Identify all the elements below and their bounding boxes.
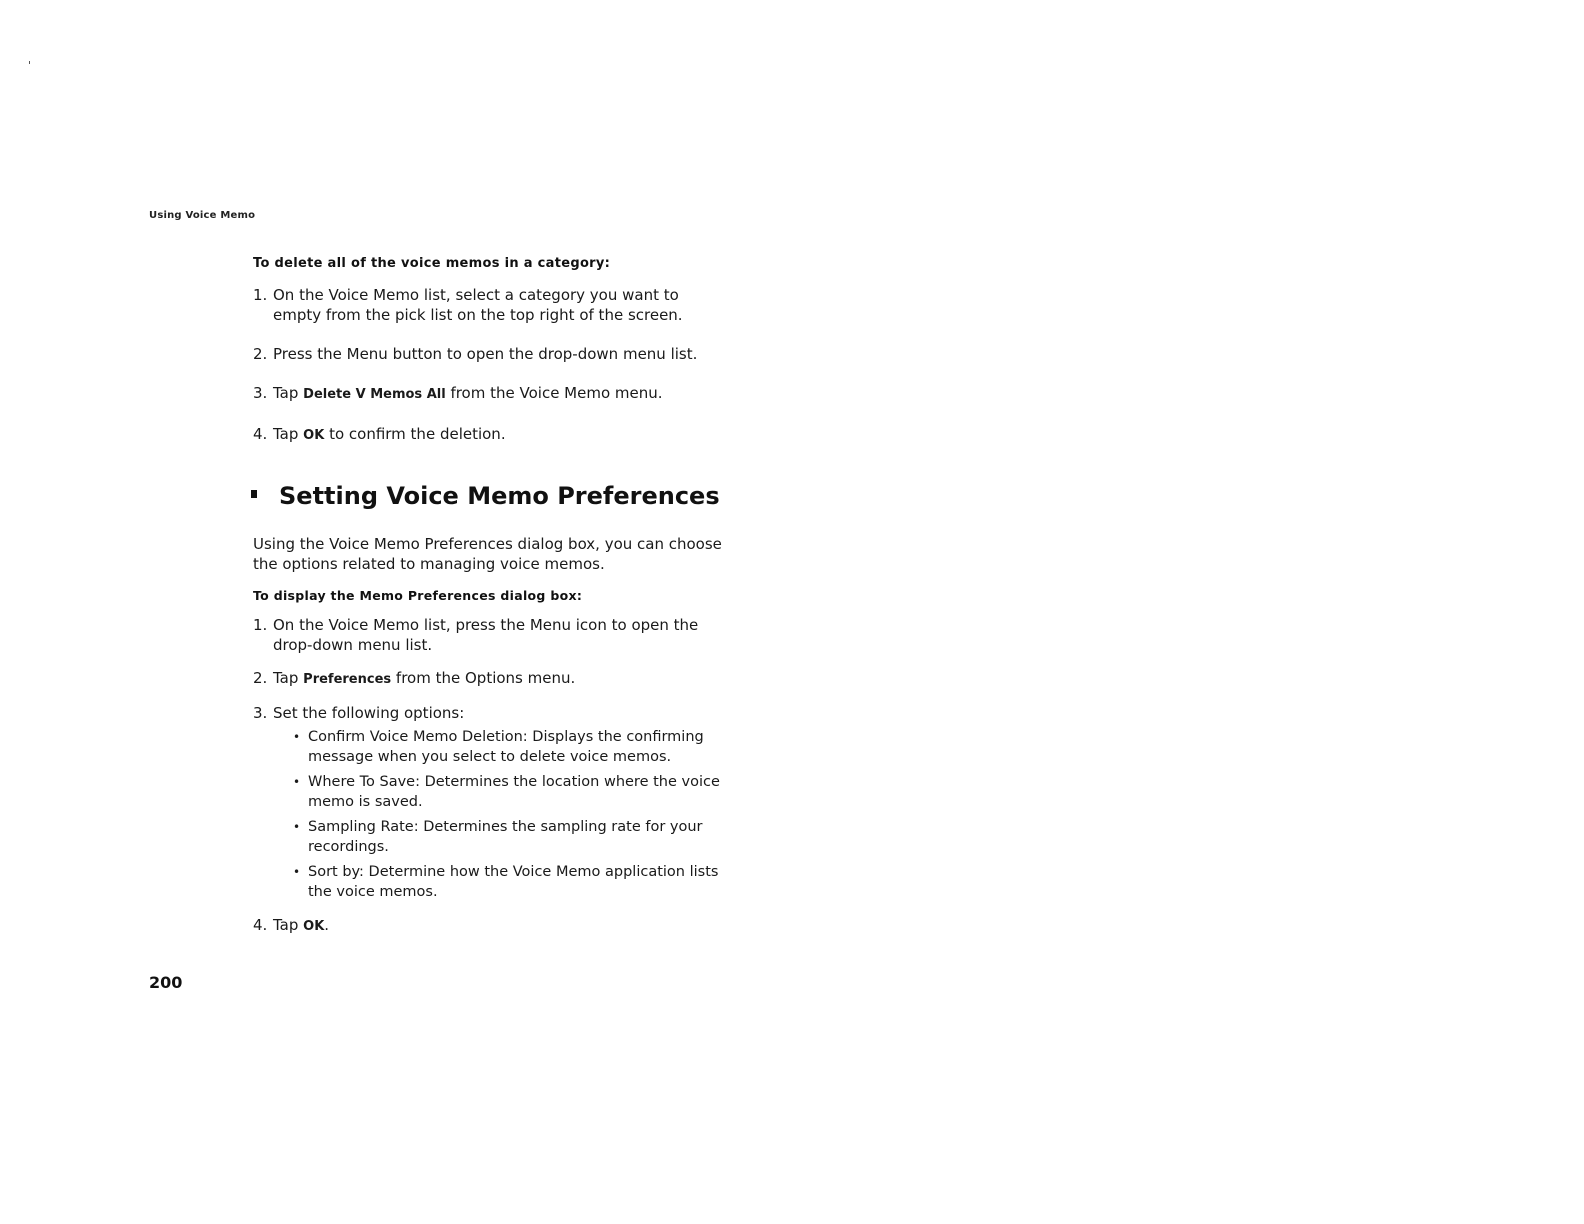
bullet-dot-icon: •	[293, 820, 301, 834]
step-number: 2.	[253, 345, 268, 363]
option-text: Where To Save: Determines the location where the voice memo is saved.	[308, 774, 720, 810]
list-item	[253, 615, 723, 655]
step-text: Press the Menu button to open the drop-down menu list.	[273, 345, 698, 363]
delete-steps-list	[253, 285, 723, 446]
preferences-steps-list	[253, 615, 723, 937]
step-text-pre: Tap	[273, 669, 304, 687]
option-item	[273, 772, 723, 812]
step-text-pre: Tap	[273, 384, 304, 402]
step-number: 4.	[253, 425, 268, 443]
bullet-dot-icon: •	[293, 730, 301, 744]
list-item	[253, 285, 723, 325]
step-number: 3.	[253, 384, 268, 402]
step-text: On the Voice Memo list, select a category you want to empty from the pick list on the top right of the screen.	[273, 286, 683, 324]
option-text: Confirm Voice Memo Deletion: Displays the confirming message when you select to delete voice memos.	[308, 729, 704, 765]
step-number: 3.	[253, 704, 268, 722]
step-text-post: from the Options menu.	[391, 669, 576, 687]
page-number: 200	[149, 973, 183, 992]
bullet-dot-icon: •	[293, 865, 301, 879]
list-item	[253, 915, 723, 937]
option-text: Sampling Rate: Determines the sampling rate for your recordings.	[308, 819, 703, 855]
step-number: 4.	[253, 916, 268, 934]
step-text: On the Voice Memo list, press the Menu icon to open the drop-down menu list.	[273, 616, 699, 654]
ok-command: OK	[303, 919, 325, 934]
menu-command-preferences: Preferences	[303, 672, 392, 687]
procedure-title-preferences: To display the Memo Preferences dialog box:	[253, 588, 583, 603]
list-item	[253, 668, 723, 690]
option-item	[273, 817, 723, 857]
options-list	[273, 727, 723, 902]
step-text-post: to confirm the deletion.	[324, 425, 506, 443]
list-item	[253, 344, 723, 364]
step-text-pre: Tap	[273, 916, 304, 934]
bullet-dot-icon: •	[293, 775, 301, 789]
step-text-post: from the Voice Memo menu.	[445, 384, 663, 402]
page-content	[253, 256, 723, 950]
step-text-post: .	[324, 916, 330, 934]
step-number: 1.	[253, 286, 268, 304]
list-item	[253, 424, 723, 446]
list-item	[253, 703, 723, 902]
intro-paragraph: Using the Voice Memo Preferences dialog box, you can choose the options related to managing voice memos.	[253, 535, 722, 573]
section-heading	[251, 482, 723, 510]
procedure-title-delete-all: To delete all of the voice memos in a category:	[253, 256, 611, 271]
step-text: Set the following options:	[273, 704, 465, 722]
list-item	[253, 383, 723, 405]
square-bullet-icon	[251, 490, 257, 498]
scan-speck	[29, 61, 30, 64]
ok-command: OK	[303, 428, 325, 443]
option-item	[273, 862, 723, 902]
menu-command-delete-all: Delete V Memos All	[303, 387, 446, 402]
step-number: 1.	[253, 616, 268, 634]
step-number: 2.	[253, 669, 268, 687]
option-item	[273, 727, 723, 767]
section-heading-text: Setting Voice Memo Preferences	[279, 482, 720, 510]
option-text: Sort by: Determine how the Voice Memo application lists the voice memos.	[308, 864, 719, 900]
running-header: Using Voice Memo	[149, 210, 256, 221]
step-text-pre: Tap	[273, 425, 304, 443]
